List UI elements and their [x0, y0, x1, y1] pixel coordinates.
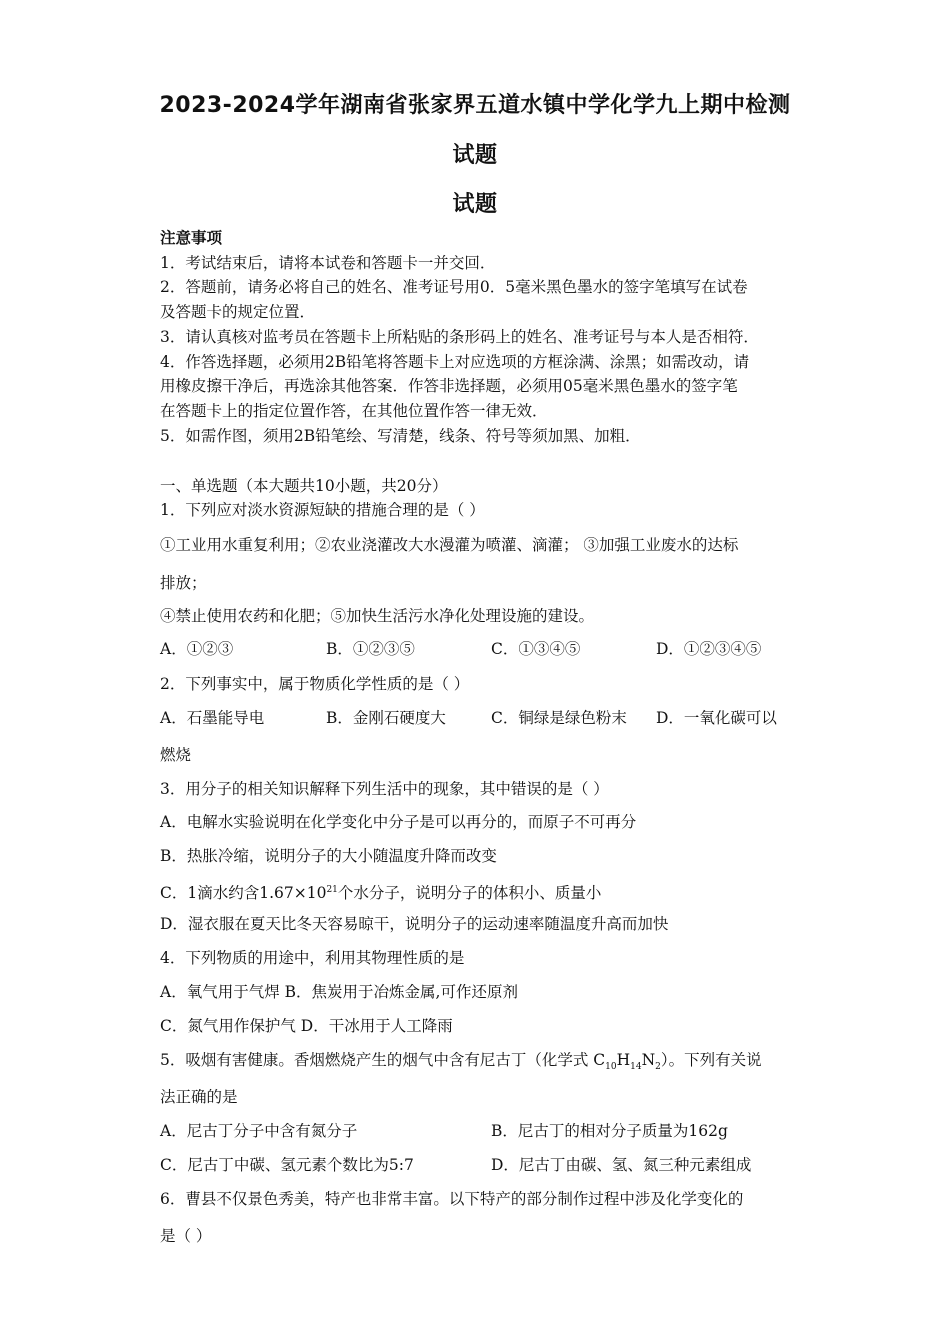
question-5-stem: 5．吸烟有害健康。香烟燃烧产生的烟气中含有尼古丁（化学式 $C_{10}H_{14}N_2$）。下列有关说 — [160, 1051, 762, 1073]
question-1-statements: ①工业用水重复利用；②农业浇灌改大水漫灌为喷灌、滴灌； ③加强工业废水的达标 — [160, 536, 739, 554]
notice-item: 2．答题前，请务必将自己的姓名、准考证号用0．5毫米黑色墨水的签字笔填写在试卷 — [160, 278, 748, 296]
question-5-option-d: D．尼古丁由碳、氢、氮三种元素组成 — [491, 1156, 752, 1174]
question-2-option-a: A．石墨能导电 — [160, 709, 265, 727]
question-1-statements-2: ④禁止使用农药和化肥；⑤加快生活污水净化处理设施的建设。 — [160, 607, 595, 625]
question-5-option-a: A．尼古丁分子中含有氮分子 — [160, 1122, 358, 1140]
question-3-option-d: D．湿衣服在夏天比冬天容易晾干，说明分子的运动速率随温度升高而加快 — [160, 915, 669, 933]
question-5-option-b: B．尼古丁的相对分子质量为162g — [491, 1122, 728, 1140]
question-2-option-d: D．一氧化碳可以 — [656, 709, 777, 727]
notice-item: 用橡皮擦干净后，再选涂其他答案．作答非选择题，必须用05毫米黑色墨水的签字笔 — [160, 377, 738, 395]
question-6-stem-cont: 是（ ） — [160, 1227, 212, 1245]
notice-item: 及答题卡的规定位置． — [160, 303, 316, 321]
question-3-stem: 3．用分子的相关知识解释下列生活中的现象，其中错误的是（ ） — [160, 780, 609, 798]
notice-item: 5．如需作图，须用2B铅笔绘、写清楚，线条、符号等须加黑、加粗． — [160, 427, 641, 445]
question-1-option-a: A．①②③ — [160, 640, 234, 658]
question-3-option-a: A．电解水实验说明在化学变化中分子是可以再分的，而原子不可再分 — [160, 813, 637, 831]
question-2-option-b: B．金刚石硬度大 — [326, 709, 446, 727]
exam-title-line2: 试题 — [452, 143, 498, 168]
question-2-option-c: C．铜绿是绿色粉末 — [491, 709, 627, 727]
question-1-stem: 1．下列应对淡水资源短缺的措施合理的是（ ） — [160, 501, 485, 519]
question-2-stem: 2．下列事实中，属于物质化学性质的是（ ） — [160, 675, 470, 693]
section-heading: 一、单选题（本大题共10小题，共20分） — [160, 477, 448, 495]
notice-item: 4．作答选择题，必须用2B铅笔将答题卡上对应选项的方框涂满、涂黑；如需改动，请 — [160, 353, 750, 371]
question-5-stem-cont: 法正确的是 — [160, 1088, 238, 1106]
notice-item: 在答题卡上的指定位置作答，在其他位置作答一律无效． — [160, 402, 548, 420]
question-4-options-ab: A．氧气用于气焊 B．焦炭用于冶炼金属,可作还原剂 — [160, 983, 518, 1001]
question-3-option-b: B．热胀冷缩，说明分子的大小随温度升降而改变 — [160, 847, 497, 865]
notice-item: 3．请认真核对监考员在答题卡上所粘贴的条形码上的姓名、准考证号与本人是否相符． — [160, 328, 759, 346]
question-3-option-c: C．1滴水约含$1.67\times 10^{21}$个水分子，说明分子的体积小、质量小 — [160, 884, 602, 903]
question-4-stem: 4．下列物质的用途中，利用其物理性质的是 — [160, 949, 465, 967]
exam-title-line1: 2023-2024学年湖南省张家界五道水镇中学化学九上期中检测 — [159, 93, 791, 118]
question-1-statements-cont: 排放； — [160, 574, 207, 592]
question-1-option-d: D．①②③④⑤ — [656, 640, 762, 658]
question-1-option-b: B．①②③⑤ — [326, 640, 415, 658]
question-4-options-cd: C．氮气用作保护气 D．干冰用于人工降雨 — [160, 1017, 453, 1035]
question-1-option-c: C．①③④⑤ — [491, 640, 581, 658]
question-2-option-d-cont: 燃烧 — [160, 746, 192, 764]
exam-subtitle: 试题 — [452, 192, 498, 217]
question-5-option-c: C．尼古丁中碳、氢元素个数比为5:7 — [160, 1156, 414, 1174]
notice-item: 1．考试结束后，请将本试卷和答题卡一并交回． — [160, 254, 496, 272]
question-6-stem: 6．曹县不仅景色秀美，特产也非常丰富。以下特产的部分制作过程中涉及化学变化的 — [160, 1190, 744, 1208]
notice-heading: 注意事项 — [160, 228, 223, 247]
